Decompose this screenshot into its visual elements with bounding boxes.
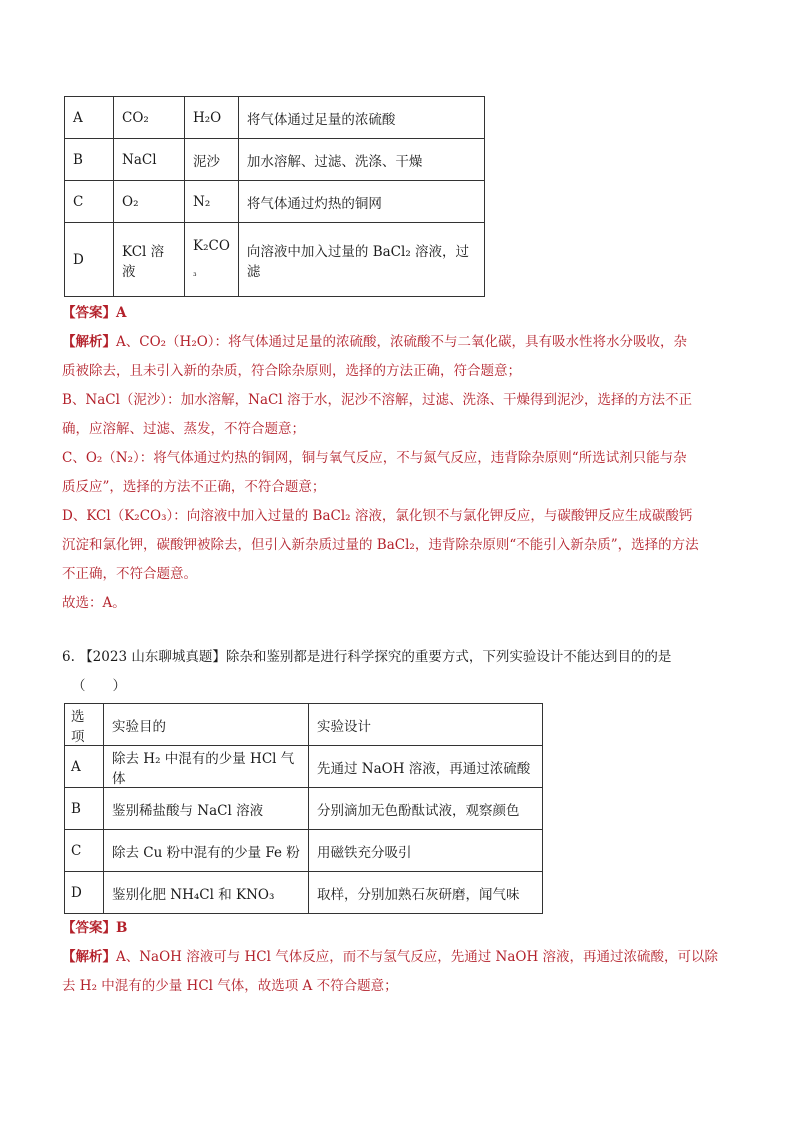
table-row <box>65 223 485 297</box>
analysis-line: B、NaCl（泥沙）：加水溶解，NaCl 溶于水，泥沙不溶解，过滤、洗涤、干燥得到泥沙，选择的方法不正 <box>62 392 692 408</box>
analysis-line: 质被除去，且未引入新的杂质，符合除杂原则，选择的方法正确，符合题意； <box>62 363 521 379</box>
method-cell: 将气体通过灼热的铜网 <box>238 181 484 223</box>
analysis-line: 【解析】A、NaOH 溶液可与 HCl 气体反应，而不与氢气反应，先通过 NaOH 溶液，再通过浓硫酸，可以除 <box>62 949 719 965</box>
analysis-line: C、O₂（N₂）：将气体通过灼热的铜网，铜与氧气反应，不与氮气反应，违背除杂原则“所选试剂只能与杂 <box>62 450 687 466</box>
impurity-cell <box>185 223 239 297</box>
design-cell: 用磁铁充分吸引 <box>309 830 543 872</box>
goal-cell: 鉴别稀盐酸与 NaCl 溶液 <box>104 788 309 830</box>
option-cell: B <box>65 788 104 830</box>
question-line <box>62 643 732 672</box>
option-cell: D <box>65 223 114 297</box>
header-cell: 实验设计 <box>309 704 543 746</box>
option-cell: A <box>65 97 114 139</box>
method-cell: 将气体通过足量的浓硫酸 <box>238 97 484 139</box>
option-cell: C <box>65 181 114 223</box>
analysis-line: 质反应”，选择的方法不正确，不符合题意； <box>62 479 326 495</box>
analysis-line: 确，应溶解、过滤、蒸发，不符合题意； <box>62 421 305 437</box>
answer-label: 【答案】B <box>62 920 128 936</box>
impurity-cell: N₂ <box>185 181 239 223</box>
method-cell: 加水溶解、过滤、洗涤、干燥 <box>238 139 484 181</box>
goal-cell: 除去 Cu 粉中混有的少量 Fe 粉 <box>104 830 309 872</box>
analysis-line: 【解析】A、CO₂（H₂O）：将气体通过足量的浓硫酸，浓硫酸不与二氧化碳，具有吸水性将水分吸收，杂 <box>62 334 688 350</box>
substance-cell: CO₂ <box>114 97 185 139</box>
final-choice: 故选：A。 <box>62 595 126 611</box>
analysis-line: D、KCl（K₂CO₃）：向溶液中加入过量的 BaCl₂ 溶液，氯化钡不与氯化钾反应，与碳酸钾反应生成碳酸钙 <box>62 508 693 524</box>
analysis-line: 去 H₂ 中混有的少量 HCl 气体，故选项 A 不符合题意； <box>62 978 398 994</box>
analysis-line: 不正确，不符合题意。 <box>62 566 197 582</box>
impurity-line-top: K₂CO <box>193 237 230 254</box>
option-cell: C <box>65 830 104 872</box>
impurity-line-bottom: ₃ <box>193 268 197 279</box>
substance-cell: NaCl <box>114 139 185 181</box>
answer-label: 【答案】A <box>62 305 127 321</box>
design-cell: 分别滴加无色酚酞试液，观察颜色 <box>309 788 543 830</box>
header-cell: 实验目的 <box>104 704 309 746</box>
analysis-line: 沉淀和氯化钾，碳酸钾被除去，但引入新杂质过量的 BaCl₂，违背除杂原则“不能引入新杂质”，选择的方法 <box>62 537 699 553</box>
table-row <box>65 139 485 181</box>
table-row <box>65 830 543 872</box>
q6-solution <box>62 914 732 1001</box>
q5-solution <box>62 299 732 618</box>
option-cell: D <box>65 872 104 914</box>
substance-cell: O₂ <box>114 181 185 223</box>
answer-blank: （ ） <box>72 678 126 694</box>
experiment-table <box>64 703 543 914</box>
substance-cell: KCl 溶液 <box>114 223 185 297</box>
goal-cell: 鉴别化肥 NH₄Cl 和 KNO₃ <box>104 872 309 914</box>
table-row <box>65 788 543 830</box>
question-source: 【2023 山东聊城真题】 <box>79 649 226 665</box>
option-cell: A <box>65 746 104 788</box>
option-cell: B <box>65 139 114 181</box>
analysis-label: 【解析】 <box>62 334 116 350</box>
table-row <box>65 97 485 139</box>
question-number: 6. <box>62 649 75 665</box>
analysis-label: 【解析】 <box>62 949 116 965</box>
question-text: 除杂和鉴别都是进行科学探究的重要方式，下列实验设计不能达到目的的是 <box>225 649 672 665</box>
design-cell: 取样，分别加熟石灰研磨，闻气味 <box>309 872 543 914</box>
table-row <box>65 746 543 788</box>
purification-table <box>64 96 485 297</box>
design-cell: 先通过 NaOH 溶液，再通过浓硫酸 <box>309 746 543 788</box>
table-row <box>65 872 543 914</box>
impurity-cell: H₂O <box>185 97 239 139</box>
table-header-row <box>65 704 543 746</box>
impurity-cell: 泥沙 <box>185 139 239 181</box>
method-cell: 向溶液中加入过量的 BaCl₂ 溶液，过滤 <box>238 223 484 297</box>
goal-cell: 除去 H₂ 中混有的少量 HCl 气体 <box>104 746 309 788</box>
q6-stem <box>62 643 732 701</box>
table-row <box>65 181 485 223</box>
header-cell: 选项 <box>65 704 104 746</box>
